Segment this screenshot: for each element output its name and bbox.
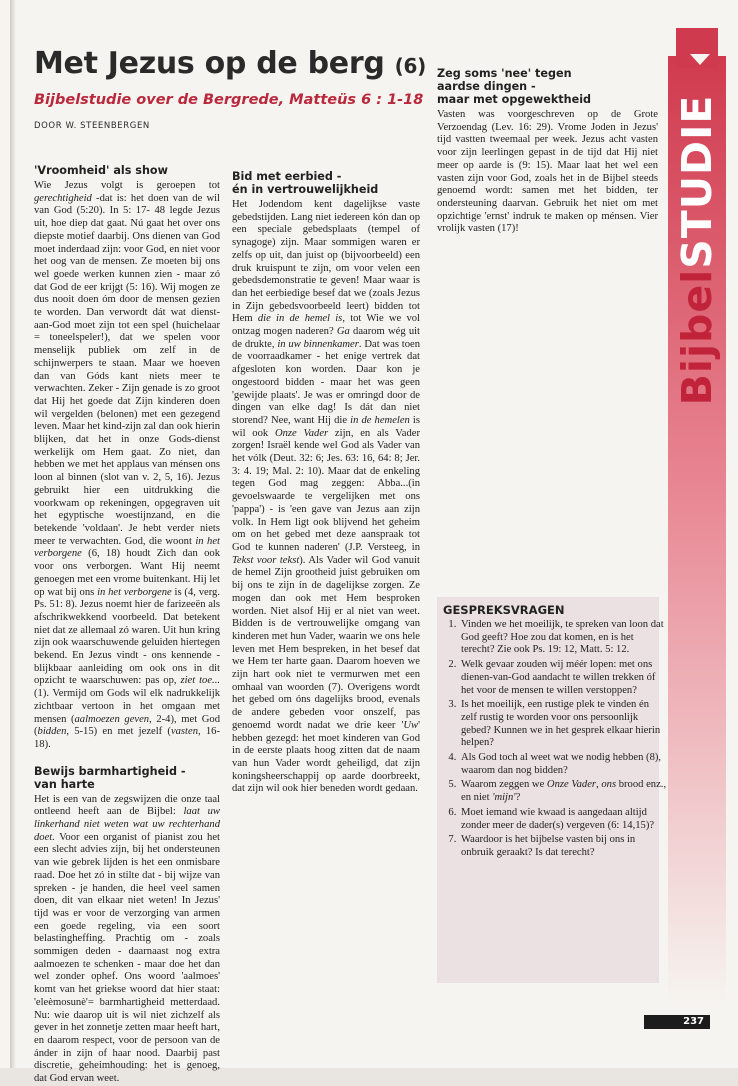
section-heading-vroomheid: 'Vroomheid' als show xyxy=(34,164,168,177)
question-item: 7. Waardoor is het bijbelse vasten bij ons in onbruik geraakt? Is dat terecht? xyxy=(459,834,667,859)
section-heading-barmhartigheid: Bewijs barmhartigheid - van harte xyxy=(34,764,186,791)
question-item: 4. Als God toch al weet wat we nodig hebben (8), waarom dan nog bidden? xyxy=(459,752,667,777)
binding-shadow xyxy=(10,0,16,1068)
question-item: 3. Is het moeilijk, een rustige plek te vinden én zelf rustig te worden voor ons persoonlijk gebed? Kunnen we in het gesprek elkaar hierin helpen? xyxy=(459,699,667,750)
question-item: 2. Welk gevaar zouden wij méér lopen: met ons dienen-van-God aandacht te willen trekken óf het voor de mensen te willen verstoppen? xyxy=(459,659,667,697)
discussion-questions-box xyxy=(437,597,667,983)
text-column-3 xyxy=(437,54,658,594)
question-item: 6. Moet iemand wie kwaad is aangedaan altijd zonder meer de dader(s) vergeven (6: 14,15)? xyxy=(459,807,667,832)
section-heading-vasten: Zeg soms 'nee' tegen aardse dingen - maar met opgewektheid xyxy=(437,67,592,106)
paragraph-bid: Het Jodendom kent dagelijkse vaste gebedstijden. Lang niet iedereen kón dan op een speciale gebedsplaats (tempel of synagoge) zijn. Maar sommigen waren er zelfs op uit, dan juist op (bijvoorbeeld) een druk kruispunt te zijn, om voor velen een gebedsdemonstratie te geven! Maar waar is dan het eerbiedige besef dat we (zoals Jezus in Zijn gebedsvoorbeeld leert) bidden tot Hem die in de hemel is, tot Wie we vol ontzag mogen naderen? Ga daarom wég uit de drukte, in uw binnenkamer. Dat was toen de voorraadkamer - het enige vertrek dat afgesloten kon worden. Daar kon je ongestoord bidden - maar het was geen 'gewijde plaats'. Je was er omringd door de dingen van elke dag! Is dát dan niet storend? Nee, want Hij die in de hemelen is wil ook Onze Vader zijn, en als Vader zorgen! Israël kende wel God als Vader van het vólk (Deut. 32: 6; Jes. 63: 16, 64: 8; Jer. 3: 4. 19; Mal. 2: 10). Maar dat de enkeling tegen God mag zeggen: Abba...(in gevoelswaarde te vergelijken met ons 'pappa') - is 'een gave van Jezus aan zijn volk. In Hem ligt ook blijvend het geheim om on het gebed met deze aanspraak tot God te kunnen naderen' (J.P. Versteeg, in Tekst voor tekst). Als Vader wil God vanuit de hemel Zijn grootheid juist gebruiken om bij ons te zijn ín de dagelijkse zorgen. Ze mogen dan ook met Hem besproken worden. Niet alsof Hij er al niet van weet. Bidden is de vertrouwelijke omgang van kinderen met hun Vader, waarin we ons hele leven met Hem bespreken, in het besef dat we Hem ter harte gaan. Daarom hoeven we zijn hart ook niet te vermurwen met een omhaal van woorden (7). Overigens wordt het gebed om óns dagelijks brood, evenals de andere gebeden voor onszelf, pas genoemd wordt nadat we drie keer 'Uw' hebben gezegd: het moet kinderen van God in de eerste plaats hoog zitten dat de naam van hun Vader wordt geheiligd, dat zijn koningsheerschappij op aarde doorbreekt, dat zijn wil ook hier beneden wordt gedaan. xyxy=(232,199,420,795)
paragraph-vasten: Vasten was voorgeschreven op de Grote Verzoendag (Lev. 16: 29). Vrome Joden in Jezus' tijd vastten tweemaal per week. Jezus acht vasten voor zijn leerlingen gepast in de tijd dat Hij niet meer op aarde is (9: 15). Maar laat het wel een vasten zijn voor God, zoals het in de Bijbel steeds genoemd wordt: samen met het bidden, ter ondersteuning daarvan. Gebruik het niet om met opzichtige 'ernst' indruk te maken op ménsen. Vier vrolijk vasten (17)! xyxy=(437,109,658,235)
section-heading-bid: Bid met eerbied - én in vertrouwelijkheid xyxy=(232,170,379,196)
text-column-1 xyxy=(34,164,221,1085)
chevron-down-icon xyxy=(690,54,710,65)
paragraph-vroomheid: Wie Jezus volgt is geroepen tot gerechtigheid -dat is: het doen van de wil van God (5:20). In 5: 17- 48 legde Jezus uit, hoe diep dat gaat. Nú gaat het over ons diepste motief daarbij. Ons dienen van God moet inderdaad zijn: voor God, en niet voor het oog van de mensen. Ze moeten bij ons wel goede werken kunnen zien - maar zó dat God de eer krijgt (5: 16). Wij mogen ze dus nooit doen óm door de mensen gezien te worden. Dan verwordt dát wat dienst-aan-God moet zijn tot een spel (huichelaar = toneelspeler!), dat we spelen voor menselijk publiek om zelf in de schijnwerpers te staan. Maar we hoeven dan van Góds kant niets meer te verwachten. Zeker - Zijn genade is zo groot dat Hij het goede dat Zijn kinderen doen wil vergelden (belonen) met een gezegend leven. Maar het kind-zijn zal dan ook hierin blijken, dat het in onze Gods-dienst werkelijk om Hem gaat. Zo niet, dan hebben we met het applaus van ménsen ons loon al binnen (slot van v. 2, 5, 16). Jezus gebruikt hier een uitdrukking die voorkwam op rekeningen, opgegraven uit het egyptische woestijnzand, en die betekende 'voldaan'. Je hebt verder niets meer te verwachten. God, die woont in het verborgene (6, 18) houdt Zich dan ook voor ons verborgen. Want Hij neemt genoegen met een vrome buitenkant. Hij let op wat bij ons in het verborgene is (4, verg. Ps. 51: 8). Jezus noemt hier de farizeeën als afschrikwekkend voorbeeld. Dat betekent niet dat ze allemaal zó waren. Uit hun kring zijn ook waarschuwende geluiden hiertegen bekend. En Jezus vindt - ons kennende - blijkbaar aanleiding om ook ons in dit opzicht te waarschuwen: pas op, ziet toe... (1). Vermijd om Gods wil elk nadrukkelijk zichtbaar vertoon in het omgaan met mensen (aalmoezen geven, 2-4), met God (bidden, 5-15) en met jezelf (vasten, 16-18). xyxy=(34,180,221,750)
questions-list xyxy=(443,619,667,862)
page-number: 237 xyxy=(683,1016,704,1027)
text-column-2 xyxy=(232,170,420,1020)
questions-title: GESPREKSVRAGEN xyxy=(443,603,565,617)
article-title: Met Jezus op de berg (6) xyxy=(34,46,426,81)
question-item: 1. Vinden we het moeilijk, te spreken van loon dat God geeft? Hoe zou dat komen, en is het terecht? Zie ook Ps. 19: 12, Matt. 5: 12. xyxy=(459,619,667,657)
section-label-vertical: BijbelSTUDIE xyxy=(673,94,721,406)
page-number-bar xyxy=(644,1015,710,1029)
article-subtitle: Bijbelstudie over de Bergrede, Matteüs 6 : 1-18 xyxy=(34,92,424,108)
paragraph-barmhartigheid: Het is een van de zegswijzen die onze taal ontleend heeft aan de Bijbel: laat uw linkerhand niet weten wat uw rechterhand doet. Voor een organist of pianist zou het een slecht advies zijn, bij het ondersteunen van wie gebrek lijden is het een onmisbare raad. Doe het zó in stilte dat - bij wijze van spreken - je handen, die heel veel samen doen, dit van elkaar niet weten! In Jezus' tijd was er voor de verzorging van armen een goede regeling, via een soort belastingheffing. Prachtig om - zoals sommigen deden - daarnaast nog extra aalmoezen te schenken - maar doe het dan wel zonder ophef. Ons woord 'aalmoes' komt van het griekse woord dat hier staat: 'eleèmosunè'= barmhartigheid metterdaad. Nu: wie daarop uit is wil niet zichzelf als gever in het zonnetje zetten maar heeft hart, en daarom respect, voor de persoon van de ánder in zijn of haar nood. Daarbij past discretie, geheimhouding: het is genoeg, dat God ervan weet. xyxy=(34,793,220,1085)
question-item: 5. Waarom zeggen we Onze Vader, ons brood enz., en niet 'mijn'? xyxy=(459,779,667,804)
title-series-number: (6) xyxy=(394,54,426,78)
byline: DOOR W. STEENBERGEN xyxy=(34,121,150,131)
